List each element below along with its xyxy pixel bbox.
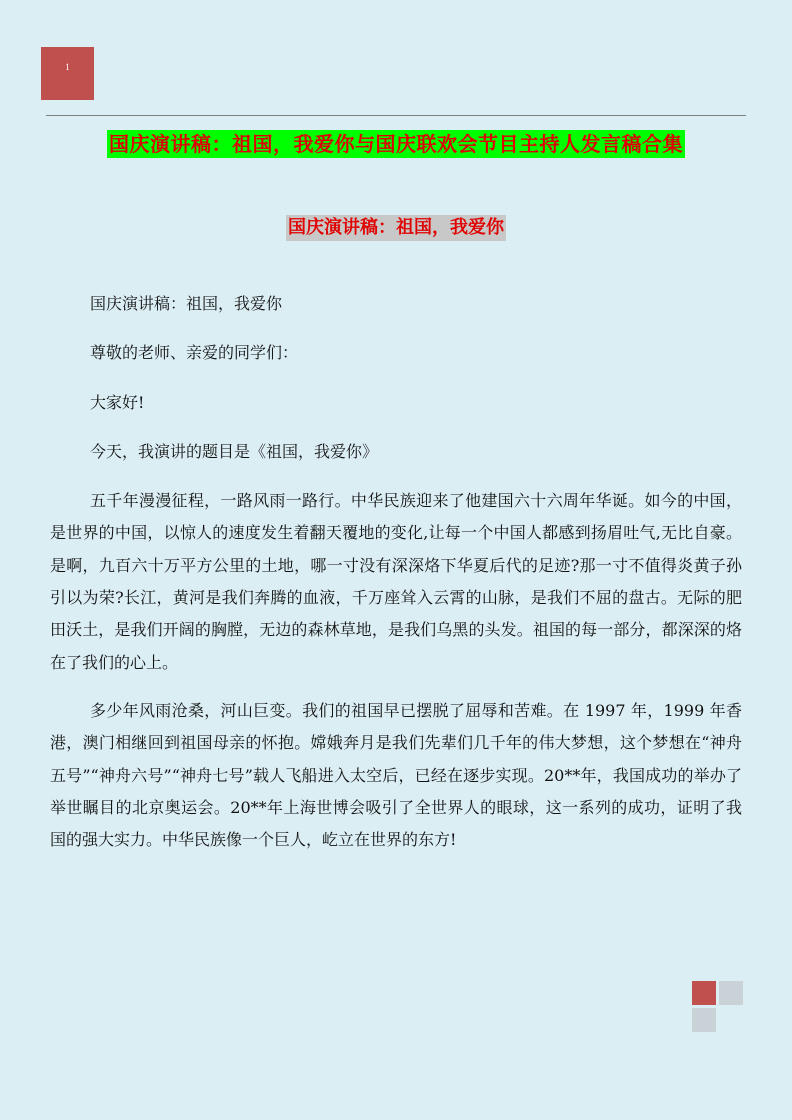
document-title: 国庆演讲稿：祖国，我爱你与国庆联欢会节目主持人发言稿合集 [109,132,683,156]
paragraph-heading: 国庆演讲稿：祖国，我爱你 [90,294,283,313]
paragraph-greeting: 大家好! [90,392,145,412]
corner-decoration-grey [692,1008,716,1032]
speech-body [50,288,742,872]
section-title-block [0,215,792,241]
header-divider [46,115,746,116]
corner-decoration-grey [719,981,743,1005]
paragraph-topic: 今天，我演讲的题目是《祖国，我爱你》 [90,441,379,461]
section-title: 国庆演讲稿：祖国，我爱你 [286,215,506,241]
paragraph-body-2: 多少年风雨沧桑，河山巨变。我们的祖国早已摆脱了屈辱和苦难。在 1997 年，1999 年香港，澳门相继回到祖国母亲的怀抱。嫦娥奔月是我们先辈们几千年的伟大梦想，这个梦想在“神舟五号”“神舟六号”“神舟七号”载人飞船进入太空后，已经在逐步实现。20**年，我国成功的举办了举世瞩目的北京奥运会。20**年上海世博会吸引了全世界人的眼球，这一系列的成功，证明了我国的强大实力。中华民族像一个巨人，屹立在世界的东方! [50,700,742,850]
page-number-badge [41,47,94,100]
document-title-block [0,130,792,158]
page-number: 1 [65,62,70,72]
paragraph-body-1: 五千年漫漫征程，一路风雨一路行。中华民族迎来了他建国六十六周年华诞。如今的中国，是世界的中国，以惊人的速度发生着翻天覆地的变化,让每一个中国人都感到扬眉吐气,无比自豪。是啊，九百六十万平方公里的土地，哪一寸没有深深烙下华夏后代的足迹?那一寸不值得炎黄子孙引以为荣?长江，黄河是我们奔腾的血液，千万座耸入云霄的山脉，是我们不屈的盘古。无际的肥田沃土，是我们开阔的胸膛，无边的森林草地，是我们乌黑的头发。祖国的每一部分，都深深的烙在了我们的心上。 [50,491,742,672]
corner-decoration-red [692,981,716,1005]
paragraph-salutation: 尊敬的老师、亲爱的同学们： [90,343,299,363]
